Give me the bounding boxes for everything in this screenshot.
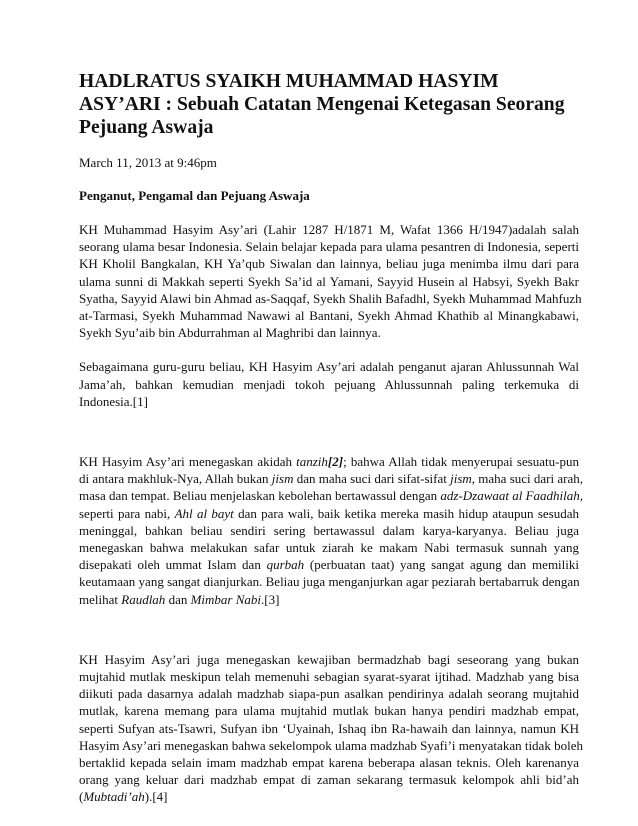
body-text: seorang ulama besar Indonesia. Selain belajar kepada para ulama pesantren di Indonesia, seperti [79,239,579,255]
paragraph-line [79,720,579,737]
paragraph-line [79,539,579,556]
body-text: KH Hasyim Asy’ari menegaskan akidah [79,454,297,470]
body-text: ( [79,789,84,805]
paragraph-line [79,376,579,393]
body-text: diikuti pada dasarnya adalah madzhab siapa-pun asalkan pendirinya adalah seorang mujtahid [79,686,579,702]
body-text: ulama sunni di Makkah seperti Syekh Sa’id al Yamani, Sayyid Husein al Habsyi, Syekh Bakr [79,273,579,289]
body-text: Syatha, Sayyid Alawi bin Ahmad as-Saqqaf, Syekh Shalih Bafadhl, Syekh Muhammad Mahfuzh [79,290,582,306]
body-text: dan [165,591,191,607]
paragraph-line [79,470,583,487]
paragraph-line [79,290,582,307]
emphasis-text: jism [450,471,472,487]
body-text: (perbuatan taat) yang sangat agung dan memiliki [304,557,579,573]
body-text: , maha suci dari arah, [471,471,583,487]
paragraph-line [79,591,579,608]
title-line: ASY’ARI : Sebuah Catatan Mengenai Ketegasan Seorang [79,94,565,115]
paragraph-line [79,255,579,272]
paragraph-line [79,573,579,590]
paragraph-line [79,221,579,238]
body-text: menegaskan bahwa melakukan safar untuk ziarah ke makam Nabi termasuk sunnah yang [79,540,579,556]
body-text: Hasyim Asy’ari menegaskan bahwa sekelompok ulama madzhab Syafi’i menyatakan tidak boleh [79,737,583,753]
body-text: mutlak, karena memang para ulama mujtahid mutlak bukan hanya pendiri madzhab empat, [79,703,579,719]
document-title [79,70,579,139]
body-text: dan maha suci dari sifat-sifat [293,471,451,487]
title-line: Pejuang Aswaja [79,117,214,138]
paragraph-line [79,238,579,255]
paragraph-line [79,702,579,719]
emphasis-text: Raudlah [121,591,166,607]
body-text: KH Kholil Bangkalan, KH Ya’qub Siwalan dan lainnya, beliau juga menimba ilmu dari para [79,256,579,272]
emphasis-text: Mimbar Nabi [190,591,262,607]
paragraph-line [79,668,579,685]
body-text: meninggal, bahkan beliau sendiri sering bertawassul dalam karya-karyanya. Beliau juga [79,522,579,538]
body-text: keutamaan yang sangat dianjurkan. Beliau juga menganjurkan agar peziarah bertabarruk dengan [79,574,580,590]
paragraph-line [79,788,579,805]
document-page [79,70,584,806]
title-line: HADLRATUS SYAIKH MUHAMMAD HASYIM [79,71,499,92]
paragraph-line [79,754,579,771]
body-text: masa dan tempat. Beliau menjelaskan kebolehan bertawassul dengan [79,488,441,504]
paragraph-line [79,685,579,702]
paragraph-line [79,393,579,410]
paragraph-line [79,737,583,754]
body-text: seperti para nabi, [79,505,175,521]
paragraph-line [79,453,579,470]
emphasis-text: qurbah [266,557,305,573]
body-text: mujtahid mutlak meskipun telah memenuhi sebagian syarat-syarat ijtihad. Madzhab yang bisa [79,669,579,685]
paragraph-ahlussunnah [79,358,579,410]
emphasis-text: tanzih [296,454,328,470]
body-text: Indonesia.[1] [79,393,148,409]
emphasis-text: Ahl al bayt [174,505,234,521]
body-text: Syekh Syu’aib bin Abdurrahman al Maghribi dan lainnya. [79,325,381,341]
body-text: dan para wali, baik ketika mereka masih hidup ataupun sesudah [233,505,580,521]
paragraph-intro [79,221,582,341]
paragraph-line [79,273,579,290]
body-text: ; bahwa Allah tidak menyerupai sesuatu-pun [343,454,579,470]
paragraph-line [79,522,579,539]
paragraph-line [79,307,579,324]
paragraph-line [79,505,579,522]
body-text: KH Muhammad Hasyim Asy’ari (Lahir 1287 H/1871 M, Wafat 1366 H/1947)adalah salah [79,222,579,237]
paragraph-line [79,771,579,788]
body-text: KH Hasyim Asy’ari juga menegaskan kewajiban bermadzhab bagi seseorang yang bukan [79,651,579,667]
post-date: March 11, 2013 at 9:46pm [79,155,217,170]
paragraph-line [79,556,579,573]
body-text: at-Tarmasi, Syekh Muhammad Nawawi al Bantani, Syekh Ahmad Khathib al Minangkabawi, [79,308,579,324]
body-text: Sebagaimana guru-guru beliau, KH Hasyim Asy’ari adalah penganut ajaran Ahlussunnah Wal [79,359,579,375]
paragraph-line [79,324,579,341]
paragraph-line [79,651,579,668]
body-text: bertaklid kepada selain imam madzhab empat karena beberapa alasan teknis. Oleh karenanya [79,755,579,771]
body-text: melihat [79,591,122,607]
body-text: disepakati oleh ummat Islam dan [79,557,267,573]
body-text: .[3] [261,591,280,607]
paragraph-line [79,487,584,504]
body-text: Jama’ah, bahkan kemudian menjadi tokoh pejuang Ahlussunnah paling terkemuka di [79,376,579,392]
emphasis-text: [2] [327,454,344,470]
paragraph-akidah [79,453,584,608]
body-text: orang yang keluar dari madzhab empat di zaman sekarang termasuk kelompok ahli bid’ah [79,772,579,788]
section-heading: Penganut, Pengamal dan Pejuang Aswaja [79,188,310,203]
paragraph-line [79,358,579,375]
emphasis-text: jism [271,471,294,487]
paragraph-madzhab [79,651,583,806]
body-text: seperti Sufyan ats-Tsawri, Sufyan ibn ‘Uyainah, Ishaq ibn Ra-hawaih dan lainnya, namun KH [79,720,579,736]
body-text: di antara makhluk-Nya, Allah bukan [79,471,272,487]
emphasis-text: adz-Dzawaat al Faadhilah, [440,488,584,504]
body-text: ).[4] [144,789,168,805]
emphasis-text: Mubtadi’ah [83,789,145,805]
